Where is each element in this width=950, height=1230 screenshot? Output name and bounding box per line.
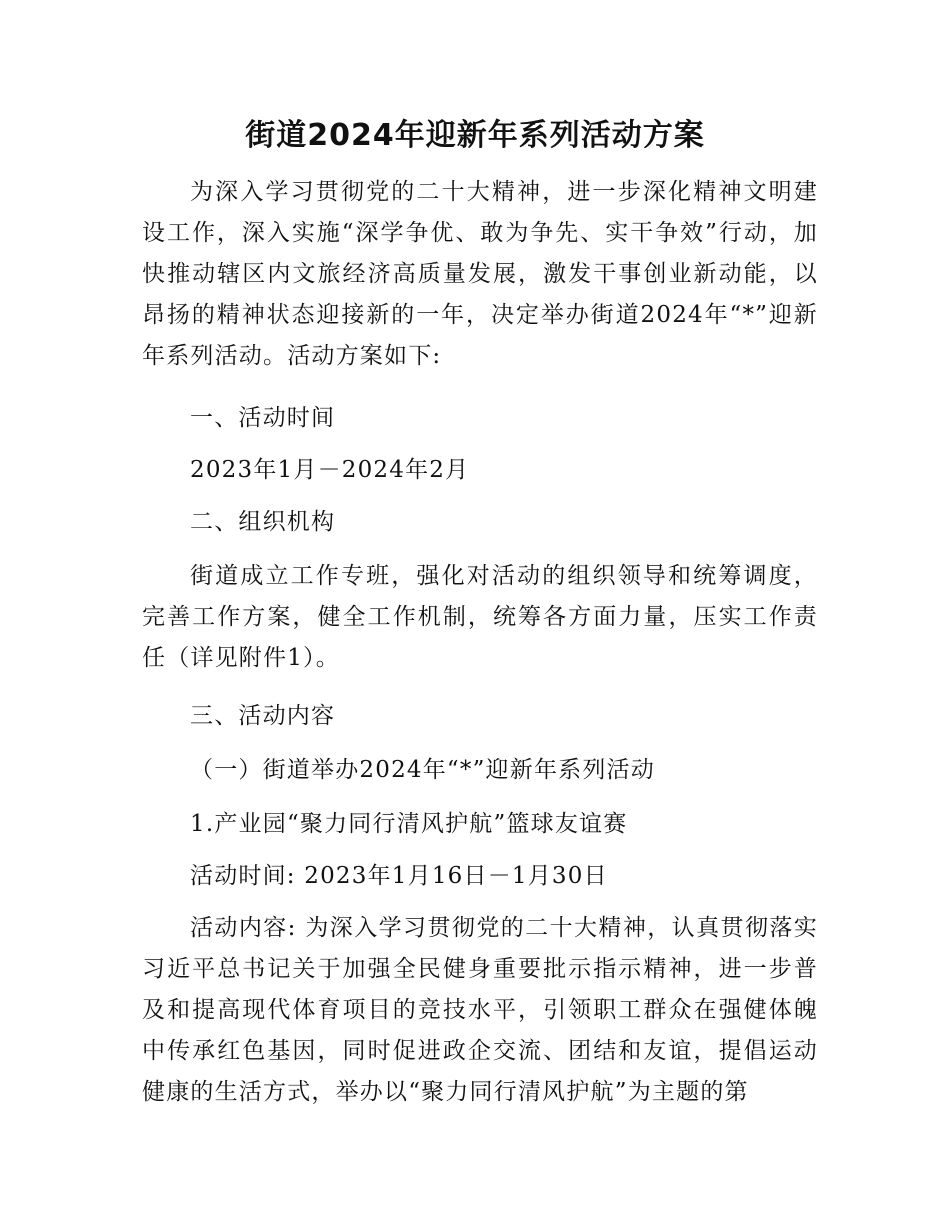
organization-paragraph: 街道成立工作专班，强化对活动的组织领导和统筹调度，完善工作方案，健全工作机制，统筹各方面力量，压实工作责任（详见附件1）。	[142, 563, 818, 671]
section-heading-content: 三、活动内容	[190, 703, 336, 729]
item-title: 1.产业园“聚力同行清风护航”篮球友谊赛	[190, 811, 628, 837]
intro-paragraph: 为深入学习贯彻党的二十大精神，进一步深化精神文明建设工作，深入实施“深学争优、敢为争先、实干争效”行动，加快推动辖区内文旅经济高质量发展，激发干事创业新动能，以昂扬的精神状态迎接新的一年，决定举办街道2024年“*”迎新年系列活动。活动方案如下:	[142, 179, 818, 369]
section-heading-time: 一、活动时间	[190, 405, 336, 431]
subsection-heading: （一）街道举办2024年“*”迎新年系列活动	[190, 757, 655, 783]
item-time: 活动时间: 2023年1月16日－1月30日	[190, 863, 608, 889]
section-heading-organization: 二、组织机构	[190, 509, 336, 535]
item-content-paragraph: 活动内容: 为深入学习贯彻党的二十大精神，认真贯彻落实习近平总书记关于加强全民健身重要批示指示精神，进一步普及和提高现代体育项目的竞技水平，引领职工群众在强健体魄中传承红色基因，同时促进政企交流、团结和友谊，提倡运动健康的生活方式，举办以“聚力同行清风护航”为主题的第	[142, 915, 818, 1105]
activity-period-text: 2023年1月－2024年2月	[190, 457, 470, 483]
document-title: 街道2024年迎新年系列活动方案	[245, 118, 705, 153]
